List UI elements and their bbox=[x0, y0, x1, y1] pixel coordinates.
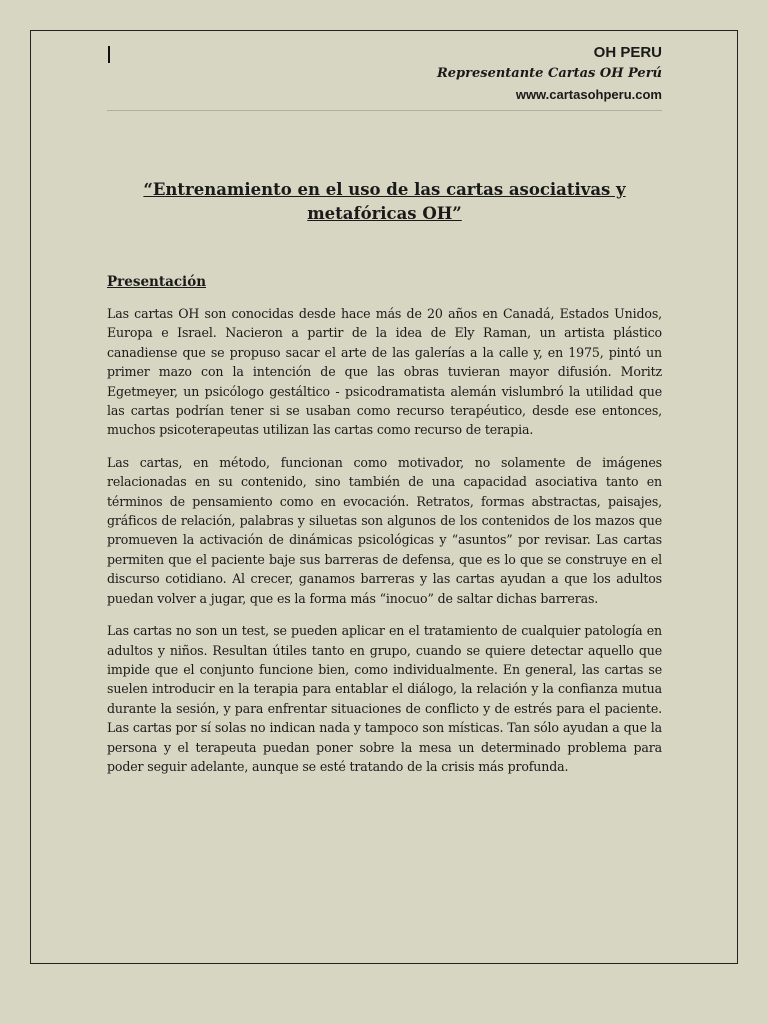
document-title-line-1: “Entrenamiento en el uso de las cartas asociativas y bbox=[143, 180, 626, 199]
organization-name: OH PERU bbox=[593, 44, 662, 61]
organization-tagline: Representante Cartas OH Perú bbox=[436, 66, 662, 81]
text-cursor bbox=[108, 46, 110, 63]
paragraph-3: Las cartas no son un test, se pueden aplicar en el tratamiento de cualquier patología en adultos y niños. Resultan útiles tanto en grupo, cuando se quiere detectar aquello que impide que el conjunto funcione bien, como individualmente. En general, las cartas se suelen introducir en la terapia para entablar el diálogo, la relación y la confianza mutua durante la sesión, y para enfrentar situaciones de conflicto y de estrés para el paciente. Las cartas por sí solas no indican nada y tampoco son místicas. Tan sólo ayudan a que la persona y el terapeuta puedan poner sobre la mesa un determinado problema para poder seguir adelante, aunque se esté tratando de la crisis más profunda. bbox=[107, 623, 662, 774]
body-text bbox=[107, 304, 662, 789]
organization-website: www.cartasohperu.com bbox=[515, 87, 662, 102]
document-title bbox=[107, 178, 662, 226]
document-title-line-2: metafóricas OH” bbox=[307, 204, 462, 223]
paragraph-2: Las cartas, en método, funcionan como motivador, no solamente de imágenes relacionadas en su contenido, sino también de una capacidad asociativa tanto en términos de pensamiento como en evocación. Retratos, formas abstractas, paisajes, gráficos de relación, palabras y siluetas son algunos de los contenidos de los mazos que promueven la activación de dinámicas psicológicas y “asuntos” por revisar. Las cartas permiten que el paciente baje sus barreras de defensa, que es lo que se construye en el discurso cotidiano. Al crecer, ganamos barreras y las cartas ayudan a que los adultos puedan volver a jugar, que es la forma más “inocuo” de saltar dichas barreras. bbox=[107, 454, 662, 606]
document-header bbox=[437, 43, 662, 105]
paragraph-1: Las cartas OH son conocidas desde hace más de 20 años en Canadá, Estados Unidos, Europa e Israel. Nacieron a partir de la idea de Ely Raman, un artista plástico canadiense que se propuso sacar el arte de las galerías a la calle y, en 1975, pintó un primer mazo con la intención de que las obras tuvieran mayor difusión. Moritz Egetmeyer, un psicólogo gestáltico - psicodramatista alemán vislumbró la utilidad que las cartas podrían tener si se usaban como recurso terapéutico, desde ese entonces, muchos psicoterapeutas utilizan las cartas como recurso de terapia. bbox=[107, 306, 662, 438]
header-divider bbox=[107, 110, 662, 111]
section-heading: Presentación bbox=[107, 274, 207, 290]
